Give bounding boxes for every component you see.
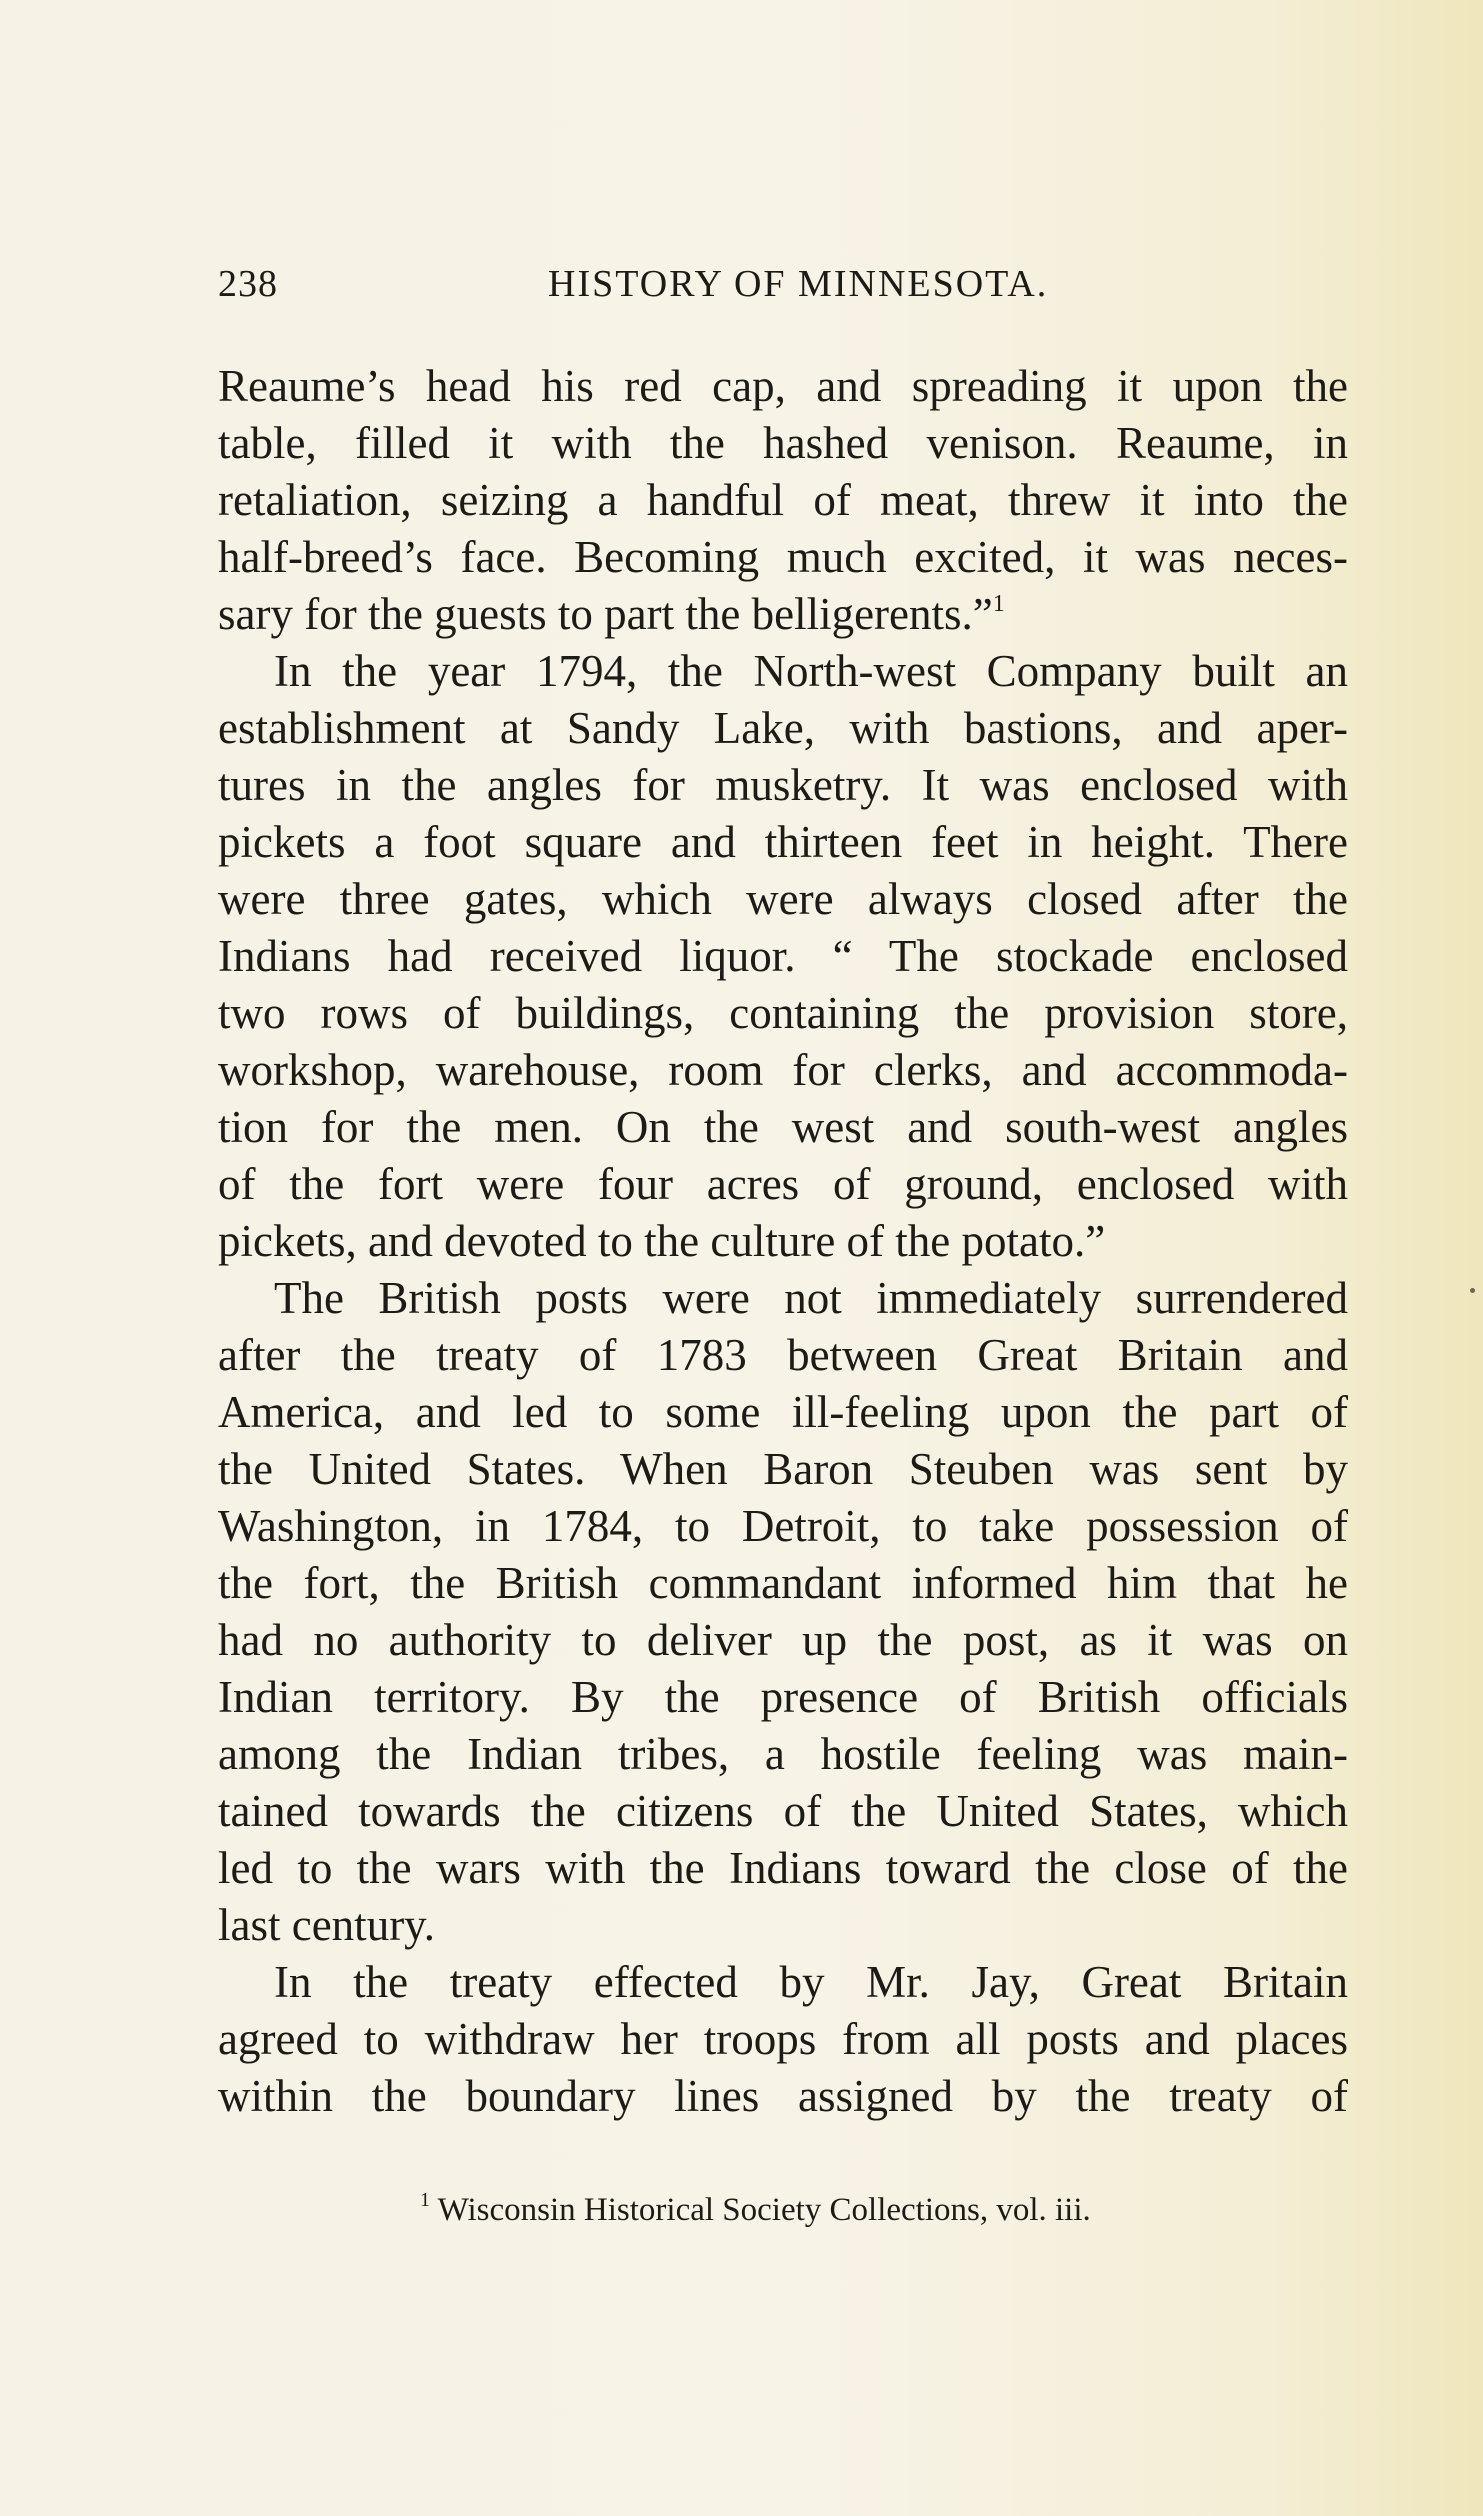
paper-speck [1470, 1288, 1475, 1293]
text-line: had no authority to deliver up the post, as it was on [218, 1615, 1348, 1665]
text-line: tained towards the citizens of the United States, which [218, 1786, 1348, 1836]
text-line: establishment at Sandy Lake, with bastions, and aper- [218, 703, 1348, 753]
text-line: pickets, and devoted to the culture of the potato.” [218, 1216, 1106, 1266]
text-line: Reaume’s head his red cap, and spreading it upon the [218, 361, 1348, 411]
text-line: Indian territory. By the presence of British officials [218, 1672, 1348, 1722]
text-line: pickets a foot square and thirteen feet in height. There [218, 817, 1348, 867]
body-text [218, 358, 1348, 2125]
running-title: HISTORY OF MINNESOTA. [548, 263, 1049, 305]
text-line: retaliation, seizing a handful of meat, threw it into the [218, 475, 1348, 525]
text-line: within the boundary lines assigned by the treaty of [218, 2071, 1348, 2121]
running-head [218, 262, 1348, 322]
text-line: Indians had received liquor. “ The stockade enclosed [218, 931, 1348, 981]
text-line: America, and led to some ill-feeling upon the part of [218, 1387, 1348, 1437]
text-line: last century. [218, 1900, 436, 1950]
text-line: two rows of buildings, containing the provision store, [218, 988, 1348, 1038]
text-line: Washington, in 1784, to Detroit, to take possession of [218, 1501, 1348, 1551]
text-line: the United States. When Baron Steuben was sent by [218, 1444, 1348, 1494]
text-line-with-footnote [218, 586, 1348, 643]
text-line: of the fort were four acres of ground, enclosed with [218, 1159, 1348, 1209]
paragraph-start-line: In the year 1794, the North-west Company built an [274, 646, 1348, 696]
text-line: among the Indian tribes, a hostile feeling was main- [218, 1729, 1348, 1779]
footnote-text: Wisconsin Historical Society Collections, vol. iii. [437, 2192, 1091, 2228]
text-line: after the treaty of 1783 between Great Britain and [218, 1330, 1348, 1380]
footnote-marker: 1 [420, 2189, 430, 2211]
text-line: agreed to withdraw her troops from all posts and places [218, 2014, 1348, 2064]
text-line: tion for the men. On the west and south-west angles [218, 1102, 1348, 1152]
text-line: the fort, the British commandant informed him that he [218, 1558, 1348, 1608]
paragraph-start-line: In the treaty effected by Mr. Jay, Great Britain [274, 1957, 1348, 2007]
text-line: workshop, warehouse, room for clerks, and accommoda- [218, 1045, 1348, 1095]
text-line: table, filled it with the hashed venison. Reaume, in [218, 418, 1348, 468]
footnote [420, 2190, 1320, 2230]
text-line: led to the wars with the Indians toward the close of the [218, 1843, 1348, 1893]
text-line: tures in the angles for musketry. It was enclosed with [218, 760, 1348, 810]
footnote-reference: 1 [992, 591, 1005, 617]
text-line: were three gates, which were always closed after the [218, 874, 1348, 924]
paragraph-start-line: The British posts were not immediately surrendered [274, 1273, 1348, 1323]
text-line: half-breed’s face. Becoming much excited, it was neces- [218, 532, 1348, 582]
page-number: 238 [218, 263, 278, 305]
text-line: sary for the guests to part the belligerents.” [218, 589, 993, 639]
